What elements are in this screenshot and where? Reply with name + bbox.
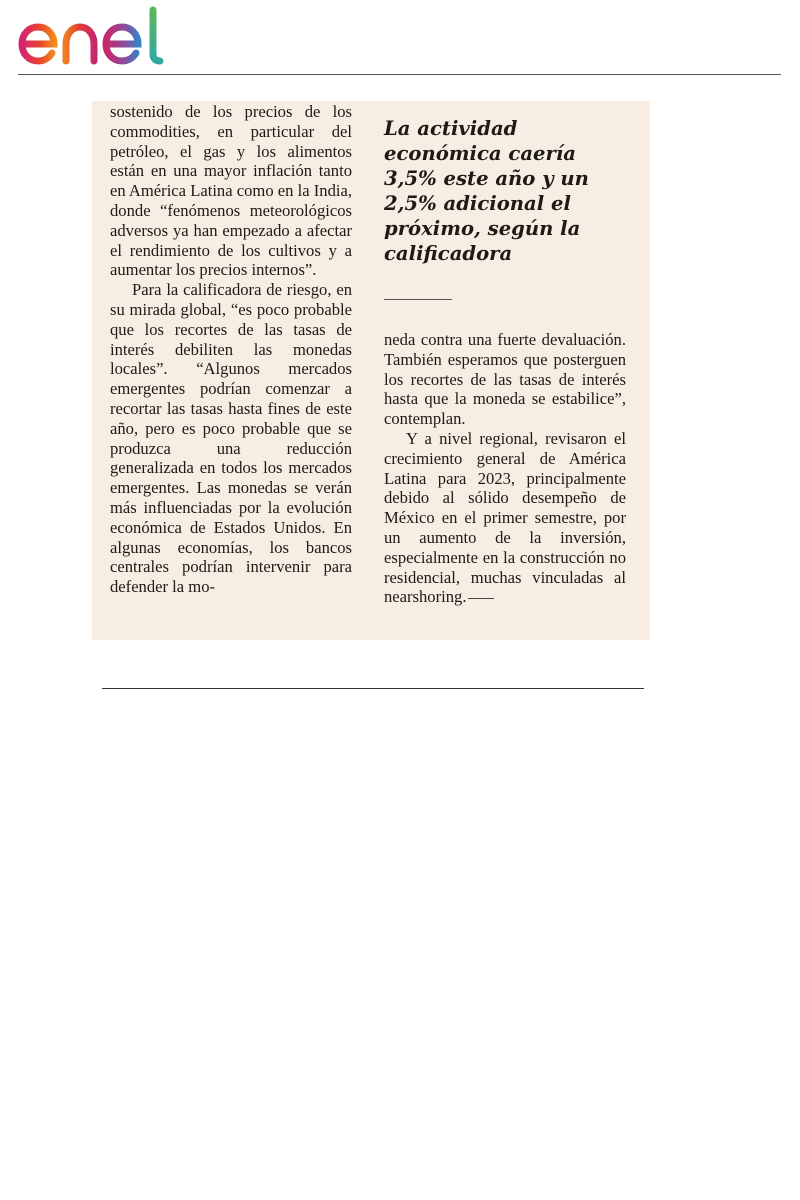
footer-divider [102, 688, 644, 689]
enel-logo [18, 6, 180, 68]
paragraph [384, 429, 626, 607]
left-column [110, 101, 352, 597]
paragraph: sostenido de los precios de los commodities, en particular del petróleo, el gas y los alimentos están en una mayor inflación tanto en América Latina como en la India, donde “fenómenos meteorológicos adversos ya han empezado a afectar el rendimiento de los cultivos y a aumentar los precios internos”. [110, 102, 352, 280]
right-column [384, 101, 626, 607]
paragraph: Para la calificadora de riesgo, en su mirada global, “es poco probable que los recortes de las tasas de interés debiliten las monedas locales”. “Algunos mercados emergentes podrían comenzar a recortar las tasas hasta fines de este año, pero es poco probable que se produzca una reducción generalizada en todos los mercados emergentes. Las monedas se verán más influenciadas por la evolución económica de Estados Unidos. En algunas economías, los bancos centrales podrían intervenir para defender la mo- [110, 280, 352, 597]
paragraph-text: Y a nivel regional, revisaron el crecimiento general de América Latina para 2023, principalmente debido al sólido desempeño de México en el primer semestre, por un aumento de la inversión, especialmente en la construcción no residencial, muchas vinculadas al nearshoring. [384, 428, 626, 607]
article-clipping [92, 101, 650, 640]
pull-quote-divider [384, 299, 452, 300]
pull-quote: La actividad económica caería 3,5% este año y un 2,5% adicional el próximo, según la calificadora [384, 117, 589, 265]
header-divider [18, 74, 781, 75]
paragraph: neda contra una fuerte devaluación. También esperamos que posterguen los recortes de las tasas de interés hasta que la moneda se estabilice”, contemplan. [384, 330, 626, 429]
end-mark [468, 598, 494, 599]
